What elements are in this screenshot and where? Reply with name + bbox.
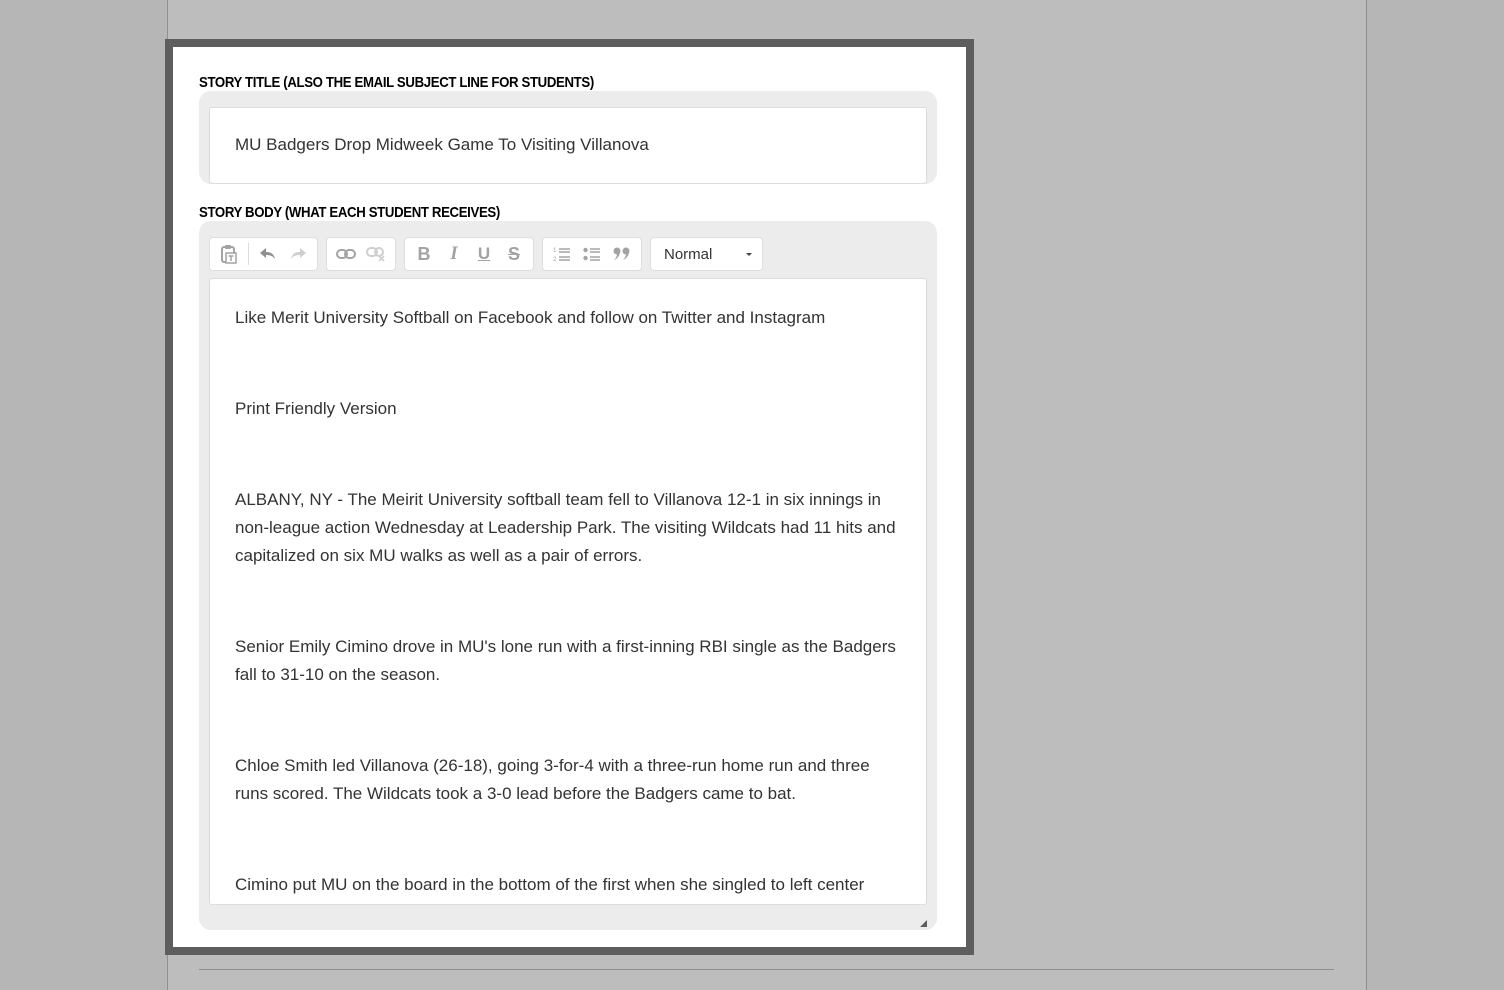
- paste-text-icon[interactable]: [216, 241, 242, 267]
- editor-paragraph: Print Friendly Version: [235, 399, 397, 418]
- editor-toolbar: [209, 237, 763, 271]
- chevron-down-icon: [746, 253, 752, 256]
- bold-icon[interactable]: B: [417, 243, 431, 264]
- editor-paragraph: Cimino put MU on the board in the bottom of the first when she singled to left center: [235, 875, 865, 894]
- story-editor-modal: [165, 39, 974, 955]
- strikethrough-icon[interactable]: S: [507, 243, 520, 264]
- story-body-label: STORY BODY (WHAT EACH STUDENT RECEIVES): [199, 204, 500, 221]
- editor-paragraph: ALBANY, NY - The Meirit University softball team fell to Villanova 12-1 in six innings in non-league action Wednesday at Leadership Park. The visiting Wildcats had 11 hits and capitalized on six MU walks as well as a pair of errors.: [235, 490, 896, 565]
- toolbar-group-format: [404, 237, 534, 271]
- toolbar-group-history: [209, 237, 318, 271]
- redo-icon[interactable]: [285, 241, 311, 267]
- unlink-icon[interactable]: [363, 241, 389, 267]
- svg-text:1: 1: [553, 248, 557, 254]
- toolbar-group-blocks: [542, 237, 642, 271]
- quote-icon[interactable]: [609, 241, 635, 267]
- story-title-wrapper: [199, 91, 937, 184]
- editor-paragraph: Senior Emily Cimino drove in MU's lone run with a first-inning RBI single as the Badgers fall to 31-10 on the season.: [235, 637, 896, 684]
- toolbar-separator: [248, 243, 249, 265]
- story-body-editor[interactable]: [209, 278, 927, 905]
- underline-icon[interactable]: U: [477, 244, 491, 263]
- bullet-list-icon[interactable]: [579, 241, 605, 267]
- svg-text:2: 2: [553, 257, 557, 262]
- link-icon[interactable]: [333, 241, 359, 267]
- editor-paragraph: Chloe Smith led Villanova (26-18), going 3-for-4 with a three-run home run and three runs scored. The Wildcats took a 3-0 lead before the Badgers came to bat.: [235, 756, 870, 803]
- ordered-list-icon[interactable]: [549, 241, 575, 267]
- resize-handle-icon[interactable]: [920, 920, 927, 927]
- divider: [199, 969, 1334, 970]
- story-body-wrapper: [199, 221, 937, 930]
- paragraph-format-select[interactable]: [650, 237, 763, 271]
- story-title-label: STORY TITLE (ALSO THE EMAIL SUBJECT LINE FOR STUDENTS): [199, 74, 594, 91]
- undo-icon[interactable]: [255, 241, 281, 267]
- format-select-value: Normal: [664, 245, 713, 263]
- toolbar-group-links: [326, 237, 396, 271]
- story-title-input[interactable]: MU Badgers Drop Midweek Game To Visiting Villanova: [209, 107, 927, 184]
- italic-icon[interactable]: I: [450, 243, 458, 264]
- editor-paragraph: Like Merit University Softball on Facebook and follow on Twitter and Instagram: [235, 308, 826, 327]
